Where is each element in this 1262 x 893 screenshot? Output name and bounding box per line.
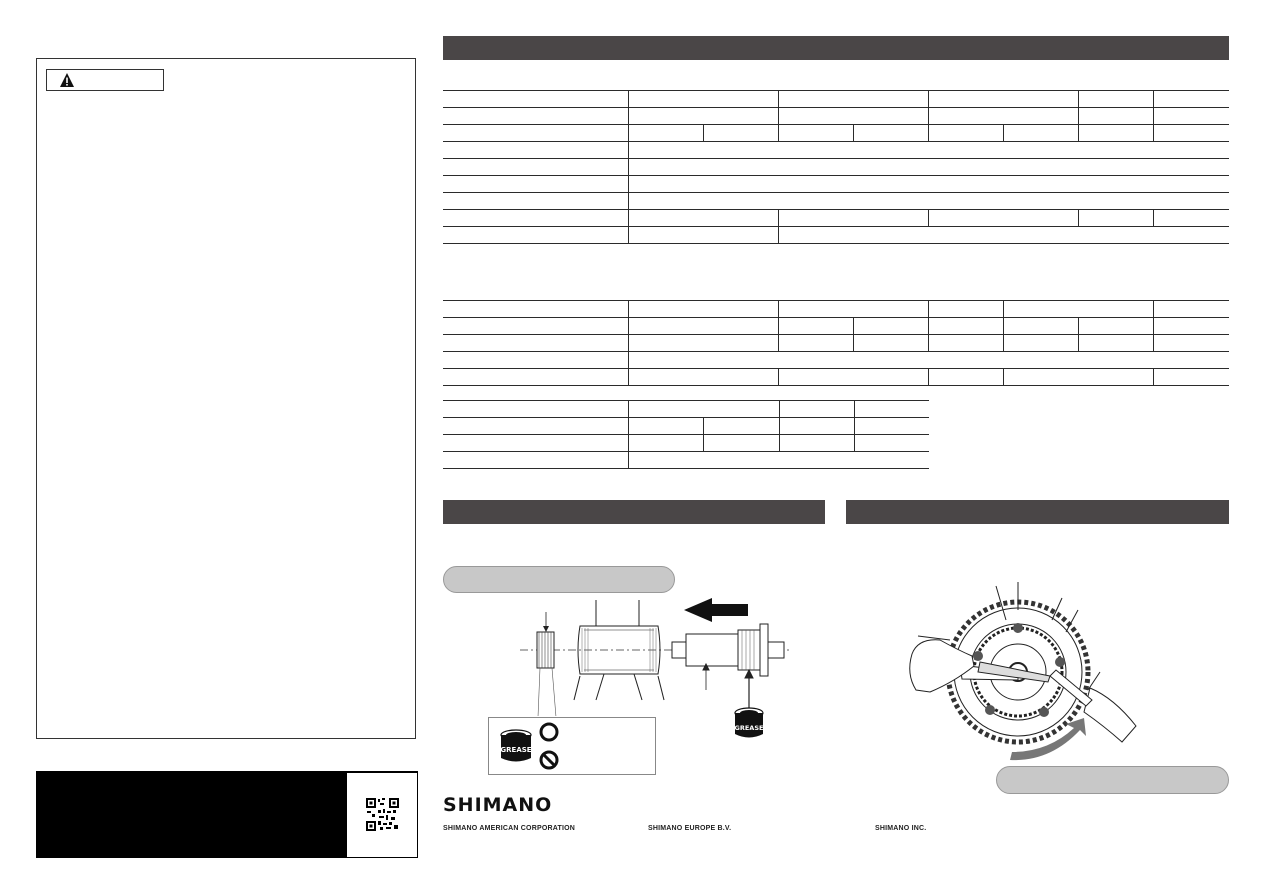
table-row bbox=[443, 335, 1229, 352]
table-row bbox=[443, 108, 1229, 125]
table-row bbox=[443, 452, 929, 469]
grease-jar-icon bbox=[733, 707, 765, 741]
table-row bbox=[443, 125, 1229, 142]
company-name-america: SHIMANO AMERICAN CORPORATION bbox=[443, 825, 575, 832]
left-cup-figure bbox=[537, 612, 556, 716]
grease-jar-icon bbox=[500, 730, 531, 762]
company-name-japan: SHIMANO INC. bbox=[875, 825, 927, 832]
procedure-pill-right bbox=[996, 766, 1229, 794]
procedure-pill-left bbox=[443, 566, 675, 593]
bottom-bracket-diagram bbox=[500, 596, 800, 716]
grease-callout-box bbox=[488, 717, 656, 775]
table-row bbox=[443, 435, 929, 452]
table-row bbox=[443, 301, 1229, 318]
warning-panel bbox=[36, 58, 416, 739]
installation-header-bar bbox=[443, 500, 825, 524]
table-row bbox=[443, 91, 1229, 108]
svg-text:GREASE: GREASE bbox=[500, 746, 532, 754]
bb-cartridge-figure bbox=[672, 624, 784, 710]
table-row bbox=[443, 418, 929, 435]
warning-triangle-icon bbox=[59, 72, 75, 88]
spec-table-1 bbox=[443, 90, 1229, 244]
table-row bbox=[443, 193, 1229, 210]
table-row bbox=[443, 227, 1229, 244]
table-row bbox=[443, 210, 1229, 227]
table-row bbox=[443, 352, 1229, 369]
crankset-removal-figure bbox=[900, 580, 1150, 765]
spec-table-2 bbox=[443, 300, 1229, 386]
warning-label-box bbox=[46, 69, 164, 91]
table-row bbox=[443, 401, 929, 418]
spec-table-3 bbox=[443, 400, 929, 469]
prohibited-icon bbox=[541, 752, 557, 768]
table-row bbox=[443, 318, 1229, 335]
svg-text:GREASE: GREASE bbox=[734, 724, 764, 732]
specifications-header-bar bbox=[443, 36, 1229, 60]
arrow-left-icon bbox=[684, 598, 748, 622]
table-row bbox=[443, 159, 1229, 176]
table-row bbox=[443, 176, 1229, 193]
table-row bbox=[443, 369, 1229, 386]
company-name-europe: SHIMANO EUROPE B.V. bbox=[648, 825, 732, 832]
qr-code-icon[interactable] bbox=[366, 798, 399, 831]
shimano-logo: SHIMANO bbox=[443, 794, 553, 816]
ok-circle-icon bbox=[541, 724, 557, 740]
removal-header-bar bbox=[846, 500, 1229, 524]
table-row bbox=[443, 142, 1229, 159]
